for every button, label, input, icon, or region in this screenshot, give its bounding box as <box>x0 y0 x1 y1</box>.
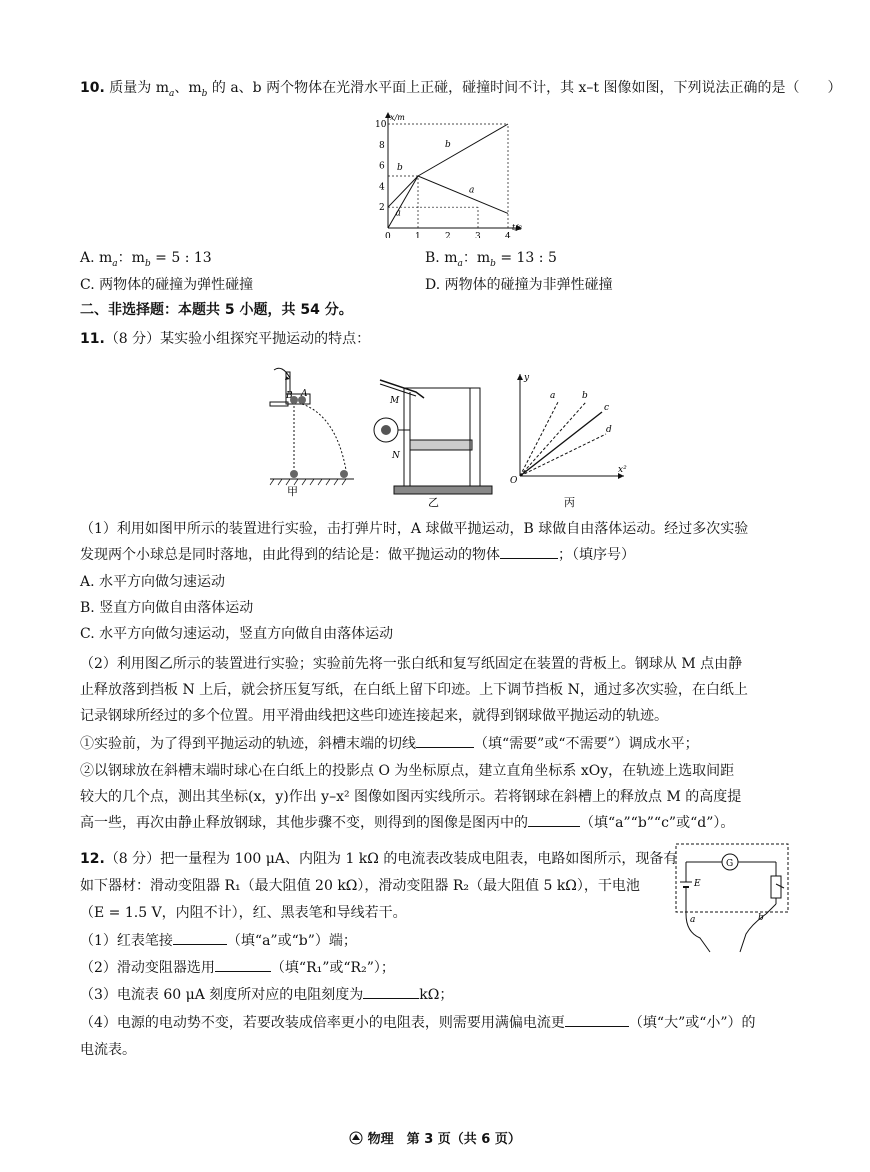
q12-s3: （3）电流表 60 μA 刻度所对应的电阻刻度为 kΩ； <box>80 984 786 1006</box>
svg-text:c: c <box>604 403 610 413</box>
svg-text:G: G <box>726 859 734 869</box>
q10-options-row1 <box>80 247 786 275</box>
svg-text:b: b <box>582 391 588 401</box>
figure-jia <box>256 358 356 498</box>
q11-intro: 11.（8 分）某实验小组探究平抛运动的特点： <box>80 331 371 347</box>
q11-p2-l2: 止释放落到挡板 N 上后，就会挤压复写纸，在白纸上留下印迹。上下调节挡板 N，通过多次实验，在白纸上 <box>80 682 748 698</box>
q11-opt-a[interactable]: A. 水平方向做匀速运动 <box>80 574 226 590</box>
svg-text:E: E <box>694 879 701 889</box>
y-axis-label: x/m <box>390 113 405 122</box>
logo-icon <box>349 1131 363 1145</box>
svg-text:丙: 丙 <box>564 496 575 508</box>
xt-chart <box>358 108 528 238</box>
x-tick-label: 4 <box>505 232 511 238</box>
q12-l2: 如下器材：滑动变阻器 R₁（最大阻值 20 kΩ），滑动变阻器 R₂（最大阻值 5 kΩ），干电池 <box>80 878 640 894</box>
option-a[interactable]: A. $m_a$：$m_b = 5$ : 13 <box>80 250 212 269</box>
series-label-a: a <box>469 185 475 196</box>
section-title: 二、非选择题：本题共 5 小题，共 54 分。 <box>80 302 353 318</box>
svg-text:a: a <box>690 915 696 925</box>
svg-text:b: b <box>758 913 764 923</box>
x-tick-label: 2 <box>445 232 451 238</box>
answer-blank[interactable] <box>500 544 558 559</box>
q10-options-row2 <box>80 274 786 296</box>
figure-yi <box>370 368 500 508</box>
svg-text:O: O <box>510 476 518 486</box>
series-label-a: a <box>395 208 401 219</box>
q12-s4-cont: 电流表。 <box>80 1042 136 1058</box>
question-number: 10. <box>80 80 105 96</box>
series-label-b: b <box>445 139 451 150</box>
svg-text:d: d <box>606 425 612 435</box>
q12-l1: 12.（8 分）把一量程为 100 μA、内阻为 1 kΩ 的电流表改装成电阻表，电路如图所示，现备有 <box>80 851 678 867</box>
x-tick-label: 0 <box>385 232 391 238</box>
q11-p2-ii-l3: 高一些，再次由静止释放钢球，其他步骤不变，则得到的图像是图丙中的 （填“a”“b”“c”或“d”）。 <box>80 812 786 834</box>
y-tick-label: 4 <box>379 182 385 193</box>
svg-text:A: A <box>301 389 308 399</box>
q11-p2-l3: 记录钢球所经过的多个位置。用平滑曲线把这些印迹连接起来，就得到钢球做平抛运动的轨迹。 <box>80 708 668 724</box>
option-b[interactable]: B. $m_a$：$m_b = 13$ : 5 <box>425 250 557 269</box>
q11-opt-b[interactable]: B. 竖直方向做自由落体运动 <box>80 600 254 616</box>
option-d[interactable]: D. 两物体的碰撞为非弹性碰撞 <box>425 277 613 293</box>
q12-s1: （1）红表笔接 （填“a”或“b”）端； <box>80 930 786 952</box>
answer-blank[interactable] <box>215 957 271 972</box>
q11-p1-l1: （1）利用如图甲所示的装置进行实验，击打弹片时，A 球做平抛运动，B 球做自由落体运动。经过多次实验 <box>80 521 749 537</box>
q11-p1-l2: 发现两个小球总是同时落地，由此得到的结论是：做平抛运动的物体 ；（填序号） <box>80 544 786 566</box>
answer-blank[interactable] <box>528 812 580 827</box>
series-line-b <box>418 124 508 176</box>
svg-text:M: M <box>390 396 400 406</box>
svg-text:乙: 乙 <box>428 496 439 508</box>
y-tick-label: 10 <box>375 120 387 130</box>
svg-text:x²: x² <box>618 465 627 475</box>
q12-s2: （2）滑动变阻器选用 （填“R₁”或“R₂”）； <box>80 957 786 979</box>
svg-text:B: B <box>286 391 293 401</box>
q11-p2-ii-l2: 较大的几个点，测出其坐标(x，y)作出 y–x² 图像如图丙实线所示。若将钢球在斜槽上的释放点 M 的高度提 <box>80 789 742 805</box>
series-label-b: b <box>397 162 403 173</box>
answer-blank[interactable] <box>565 1012 629 1027</box>
y-tick-label: 2 <box>379 203 385 214</box>
figure-bing <box>506 368 636 508</box>
x-tick-label: 3 <box>475 232 481 238</box>
answer-blank[interactable] <box>416 733 474 748</box>
x-axis-label: t/s <box>512 223 523 232</box>
q11-opt-c[interactable]: C. 水平方向做匀速运动，竖直方向做自由落体运动 <box>80 626 394 642</box>
q11-p2-ii-l1: ②以钢球放在斜槽末端时球心在白纸上的投影点 O 为坐标原点，建立直角坐标系 xOy，在轨迹上选取间距 <box>80 763 735 779</box>
q11-p2-i: ①实验前，为了得到平抛运动的轨迹，斜槽末端的切线 （填“需要”或“不需要”）调成水平； <box>80 733 786 755</box>
q12-s4: （4）电源的电动势不变，若要改装成倍率更小的电阻表，则需要用满偏电流更 （填“大”或“小”）的 <box>80 1012 786 1034</box>
answer-blank[interactable] <box>363 984 419 999</box>
x-tick-label: 1 <box>415 232 421 238</box>
y-tick-label: 6 <box>379 161 385 172</box>
svg-text:y: y <box>524 373 530 383</box>
answer-blank[interactable] <box>173 930 227 945</box>
option-c[interactable]: C. 两物体的碰撞为弹性碰撞 <box>80 277 254 293</box>
series-line-a <box>388 176 508 228</box>
page-footer: 物理 第 3 页（共 6 页） <box>0 1128 870 1147</box>
y-tick-label: 8 <box>379 140 385 151</box>
q11-p2-l1: （2）利用图乙所示的装置进行实验；实验前先将一张白纸和复写纸固定在装置的背板上。钢球从 M 点由静 <box>80 656 743 672</box>
q10-stem: 10. 质量为 $m_a$、$m_b$ 的 a、b 两个物体在光滑水平面上正碰，碰撞时间不计，其 x–t 图像如图，下列说法正确的是（ ） <box>80 80 842 99</box>
circuit-figure <box>672 842 792 962</box>
q12-l3: （E = 1.5 V，内阻不计），红、黑表笔和导线若干。 <box>80 905 407 921</box>
svg-text:N: N <box>392 451 400 461</box>
svg-text:甲: 甲 <box>287 485 298 498</box>
svg-text:a: a <box>550 391 556 401</box>
